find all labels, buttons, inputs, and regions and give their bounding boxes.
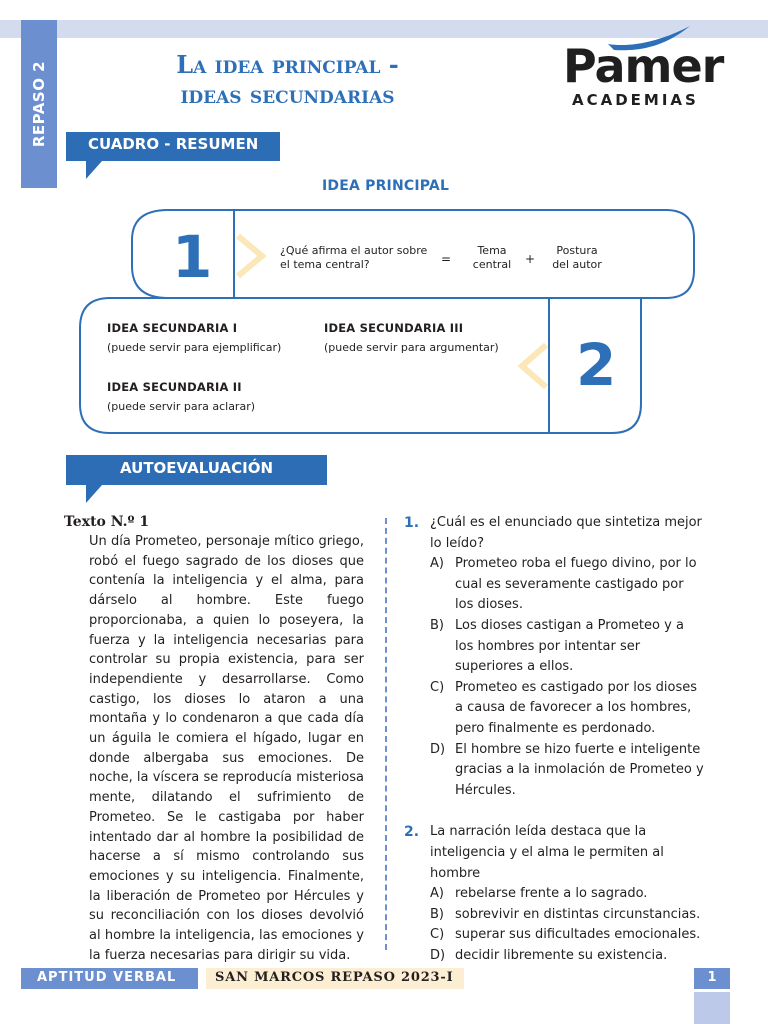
title-line-2: ideas secundarias bbox=[180, 80, 395, 109]
equals-sign: = bbox=[441, 252, 452, 266]
idea-secundaria-1-title: IDEA SECUNDARIA I bbox=[107, 321, 238, 335]
idea-principal-question bbox=[280, 244, 427, 272]
option-text: Prometeo es castigado por los dioses a causa de favorecer a los hombres, pero finalmente es perdonado. bbox=[455, 679, 698, 736]
column-divider bbox=[385, 518, 387, 950]
option-letter: A) bbox=[430, 886, 444, 902]
idea-secundaria-2-sub: (puede servir para aclarar) bbox=[107, 400, 256, 413]
side-tab-label: REPASO 2 bbox=[30, 60, 48, 148]
option-text: El hombre se hizo fuerte e inteligente gracias a la inmolación de Prometeo y Hércules. bbox=[455, 741, 704, 798]
postura-line-1: Postura bbox=[556, 244, 598, 257]
chevron-right-icon bbox=[238, 236, 262, 276]
tema-line-1: Tema bbox=[477, 244, 507, 257]
postura-autor bbox=[548, 244, 606, 272]
option-text: rebelarse frente a lo sagrado. bbox=[455, 886, 648, 902]
question-line-1: ¿Qué afirma el autor sobre bbox=[280, 244, 428, 257]
footer-subject: APTITUD VERBAL bbox=[21, 968, 198, 989]
question-1 bbox=[404, 513, 704, 801]
idea-secundaria-1-sub: (puede servir para ejemplificar) bbox=[107, 341, 282, 354]
texto-body: Un día Prometeo, personaje mítico griego, robó el fuego sagrado de los dioses que contenía la inteligencia y el alma, para dárselo al hombre. Este fuego proporcionaba, a quien lo poseyera, la fuerza y la inteligencia necesarias para controlar su propia existencia, para ser independiente y desarrollarse. Como castigo, los dioses lo ataron a una montaña y lo condenaron a que cada día un águila le comiera el hígado, lugar en donde albergaba sus emociones. De noche, la víscera se reproducía misteriosa mente, dilatando el sufrimiento de Prometeo. Se le castigaba por haber intentado dar al hombre la posibilidad de hacerse a sí mismo controlando sus emociones y su inteligencia. Finalmente, la liberación de Prometeo por Hércules y su reconciliación con los dioses devolvió al hombre la inteligencia, las emociones y la fuerza necesarias para dirigir su vida. bbox=[89, 534, 364, 963]
option-text: decidir libremente su existencia. bbox=[455, 947, 668, 963]
autoevaluacion-label: AUTOEVALUACIÓN bbox=[120, 459, 274, 477]
tema-central bbox=[470, 244, 514, 272]
footer-tail bbox=[694, 992, 730, 1024]
question-line-2: el tema central? bbox=[280, 258, 370, 271]
question-number: 1. bbox=[404, 515, 420, 531]
option-text: Los dioses castigan a Prometeo y a los hombres por intentar ser superiores a ellos. bbox=[455, 617, 684, 675]
question-stem: ¿Cuál es el enunciado que sintetiza mejor lo leído? bbox=[430, 515, 702, 551]
option-d[interactable] bbox=[430, 946, 704, 967]
option-d[interactable] bbox=[430, 740, 704, 802]
option-a[interactable] bbox=[430, 554, 704, 616]
postura-line-2: del autor bbox=[552, 258, 602, 271]
option-letter: B) bbox=[430, 617, 444, 633]
option-text: sobrevivir en distintas circunstancias. bbox=[455, 906, 701, 922]
option-c[interactable] bbox=[430, 925, 704, 946]
autoevaluacion-banner bbox=[66, 455, 327, 485]
idea-secundaria-2-title: IDEA SECUNDARIA II bbox=[107, 380, 242, 394]
option-letter: C) bbox=[430, 679, 445, 695]
option-b[interactable] bbox=[430, 616, 704, 678]
option-c[interactable] bbox=[430, 678, 704, 740]
question-2 bbox=[404, 822, 704, 966]
cuadro-resumen-label: CUADRO - RESUMEN bbox=[88, 135, 259, 153]
option-letter: B) bbox=[430, 906, 444, 922]
option-a[interactable] bbox=[430, 884, 704, 905]
page-number: 1 bbox=[694, 968, 730, 989]
option-letter: D) bbox=[430, 947, 446, 963]
option-letter: C) bbox=[430, 927, 445, 943]
questions-column bbox=[404, 513, 704, 966]
banner-tail bbox=[86, 485, 102, 503]
question-stem: La narración leída destaca que la inteligencia y el alma le permiten al hombre bbox=[430, 824, 664, 881]
logo-wordmark: Pamer bbox=[563, 39, 724, 93]
logo-subtitle: ACADEMIAS bbox=[572, 91, 699, 109]
option-letter: D) bbox=[430, 741, 446, 757]
idea-principal-label: IDEA PRINCIPAL bbox=[322, 178, 450, 194]
option-b[interactable] bbox=[430, 905, 704, 926]
number-one: 1 bbox=[172, 223, 213, 291]
question-number: 2. bbox=[404, 824, 420, 841]
option-text: superar sus dificultades emocionales. bbox=[455, 927, 701, 943]
idea-secundaria-3-sub: (puede servir para argumentar) bbox=[324, 341, 499, 354]
reading-text bbox=[64, 512, 364, 965]
title-line-1: La idea principal - bbox=[176, 50, 399, 79]
tema-line-2: central bbox=[472, 258, 512, 271]
plus-sign: + bbox=[525, 252, 536, 266]
option-letter: A) bbox=[430, 556, 444, 572]
number-two: 2 bbox=[576, 331, 617, 399]
option-text: Prometeo roba el fuego divino, por lo cual es severamente castigado por los dioses. bbox=[455, 556, 697, 613]
texto-heading: Texto N.º 1 bbox=[64, 514, 150, 530]
idea-secundaria-3-title: IDEA SECUNDARIA III bbox=[324, 321, 464, 335]
footer-course: SAN MARCOS REPASO 2023-I bbox=[206, 968, 464, 989]
